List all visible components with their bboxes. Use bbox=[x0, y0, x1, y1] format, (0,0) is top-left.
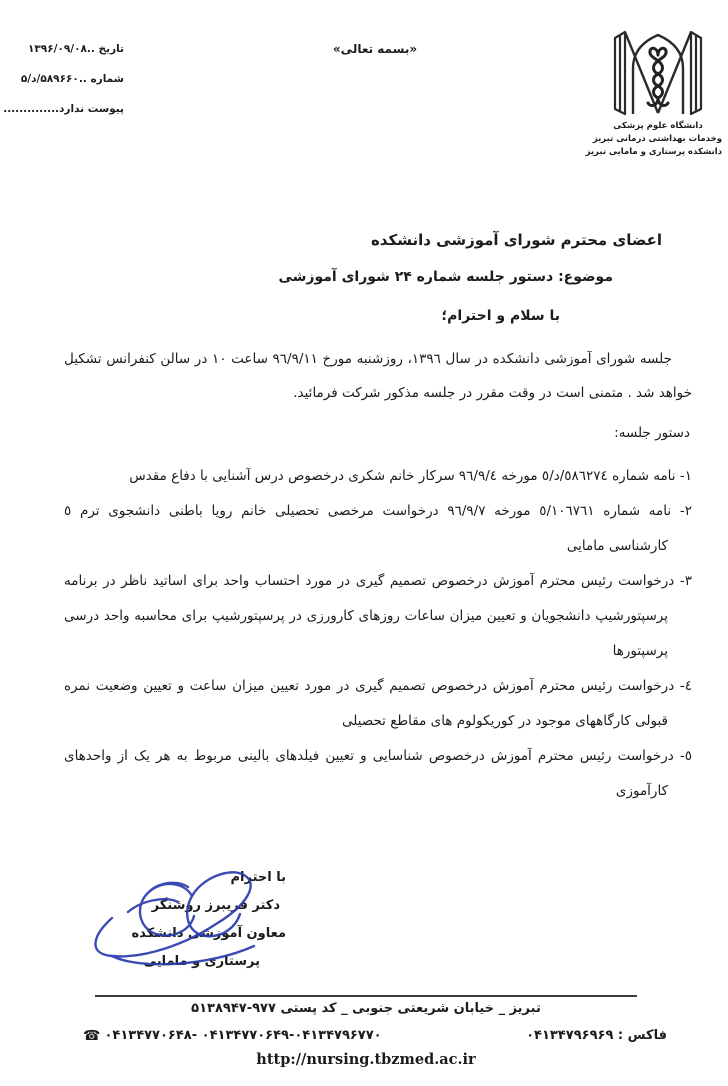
body-paragraph: جلسه شورای آموزشی دانشکده در سال ١٣٩٦، روزشنبه مورخ ٩٦/٩/١١ ساعت ١٠ در سالن کنفرانس تشکیل خواهد شد . متمنی است در وقت مقرر در جلسه مذکور شرکت فرمائید. bbox=[64, 351, 692, 401]
greeting-line: با سلام و احترام؛ bbox=[441, 308, 560, 324]
footer-divider bbox=[95, 995, 637, 997]
letter-meta-block bbox=[0, 34, 124, 124]
agenda-item: ٢- نامه شماره ٥/١٠٦٧٦١ مورخه ٩٦/٩/٧ درخواست مرخصی تحصیلی خانم رویا باطنی دانشجوی ترم ٥ کارشناسی مامایی bbox=[64, 503, 692, 554]
footer-phones bbox=[83, 1028, 382, 1043]
signer-role-line2: پرستاری و مامایی bbox=[143, 954, 260, 969]
handwritten-signature-icon bbox=[82, 854, 287, 976]
letter-date: تاریخ ..۱۳۹۶/۰۹/۰۸ bbox=[27, 43, 124, 55]
logo-text-faculty: دانشکده پرستاری و مامایی تبریز bbox=[585, 147, 722, 157]
signer-name: دکتر فریبرز روشنگر bbox=[151, 898, 280, 913]
letter-attachment: پیوست ندارد.............. bbox=[3, 103, 124, 115]
footer-address: تبریز _ خیابان شریعتی جنوبی _ کد پستی ۹۷۷-۵۱۳۸۹۴۷ bbox=[191, 1001, 541, 1016]
recipient-title: اعضای محترم شورای آموزشی دانشکده bbox=[370, 231, 662, 249]
university-emblem-icon bbox=[594, 10, 722, 120]
agenda-list bbox=[64, 459, 692, 809]
subject-line: موضوع: دستور جلسه شماره ۲۴ شورای آموزشی bbox=[278, 269, 613, 285]
letterhead-logo bbox=[585, 10, 722, 159]
phone-numbers: ۰۴۱۳۴۷۷۰۶۴۸- ۰۴۱۳۴۷۷۰۶۴۹-۰۴۱۳۴۷۹۶۷۷۰ bbox=[104, 1028, 382, 1043]
footer-fax: فاکس : ۰۴۱۳۴۷۹۶۹۶۹ bbox=[526, 1028, 667, 1043]
agenda-label: دستور جلسه: bbox=[614, 425, 690, 441]
phone-icon: ☎ bbox=[83, 1027, 101, 1044]
agenda-item: ٣- درخواست رئیس محترم آموزش درخصوص تصمیم گیری در مورد احتساب واحد برای اساتید ناظر در برنامه پرسپتورشیپ دانشجویان و تعیین میزان ساعات روزهای کارورزی در پرسپتورشیپ برای محاسبه واحد درسی پرسپتورها bbox=[64, 573, 692, 659]
logo-text-university: دانشگاه علوم پزشکی bbox=[613, 121, 703, 131]
logo-text-services: وخدمات بهداشتی درمانی تبریز bbox=[592, 134, 722, 144]
letter-number: شماره ..۵۸۹۶۶۰/د/۵ bbox=[20, 73, 124, 85]
agenda-item: ١- نامه شماره ٥٨٦٢٧٤/د/٥ مورخه ٩٦/٩/٤ سرکار خانم شکری درخصوص درس آشنایی با دفاع مقدس bbox=[129, 468, 692, 484]
besmellah-text: «بسمه تعالی» bbox=[332, 42, 418, 56]
website-url: http://nursing.tbzmed.ac.ir bbox=[256, 1051, 476, 1068]
signature-salutation: با احترام bbox=[230, 870, 286, 885]
agenda-item: ٤- درخواست رئیس محترم آموزش درخصوص تصمیم گیری در مورد تعیین میزان ساعت و تعیین وضعیت نمره قبولی کارگاههای موجود در کوریکولوم های مقاطع تحصیلی bbox=[64, 678, 692, 729]
agenda-item: ٥- درخواست رئیس محترم آموزش درخصوص شناسایی و تعیین فیلدهای بالینی مربوط به هر یک از واحدهای کارآموزی bbox=[64, 748, 692, 799]
footer-contacts bbox=[83, 1028, 667, 1043]
signer-role-line1: معاون آموزشی دانشکده bbox=[131, 926, 286, 941]
